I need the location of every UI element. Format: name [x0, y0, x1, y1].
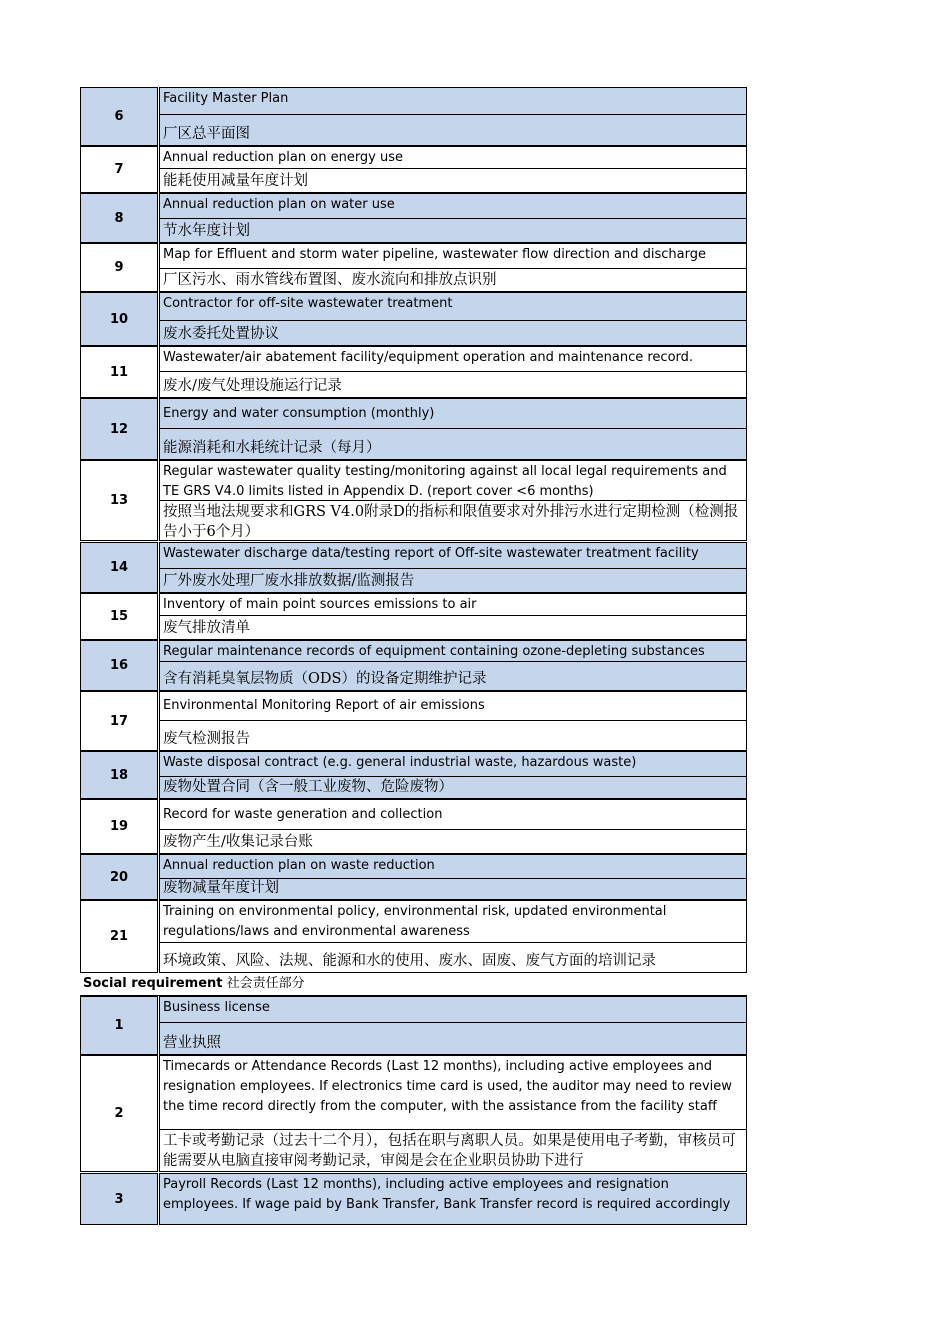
requirement-english: Contractor for off-site wastewater treatment: [159, 292, 747, 321]
requirement-chinese: 能耗使用减量年度计划: [159, 168, 747, 193]
requirement-chinese: 废物减量年度计划: [159, 878, 747, 900]
requirement-english: Annual reduction plan on waste reduction: [159, 854, 747, 879]
requirement-english: Annual reduction plan on energy use: [159, 146, 747, 169]
row-number: 1: [80, 996, 158, 1055]
requirement-chinese: 废物处置合同（含一般工业废物、危险废物）: [159, 776, 747, 799]
row-number: 9: [80, 243, 158, 292]
env-row-16: [80, 640, 747, 691]
requirement-chinese: 环境政策、风险、法规、能源和水的使用、废水、固废、废气方面的培训记录: [159, 942, 747, 973]
row-number: 19: [80, 799, 158, 854]
requirement-chinese: 废水/废气处理设施运行记录: [159, 371, 747, 398]
row-number: 18: [80, 751, 158, 799]
row-number: 15: [80, 593, 158, 640]
env-row-20: [80, 854, 747, 900]
row-number: 2: [80, 1055, 158, 1172]
requirement-chinese: 能源消耗和水耗统计记录（每月）: [159, 428, 747, 460]
row-number: 16: [80, 640, 158, 691]
requirement-chinese: 厂区污水、雨水管线布置图、废水流向和排放点识别: [159, 268, 747, 292]
requirement-chinese: 厂区总平面图: [159, 114, 747, 146]
row-number: 17: [80, 691, 158, 751]
row-number: 13: [80, 460, 158, 541]
env-row-10: [80, 292, 747, 346]
requirement-english: Wastewater/air abatement facility/equipment operation and maintenance record.: [159, 346, 747, 372]
requirement-chinese: 含有消耗臭氧层物质（ODS）的设备定期维护记录: [159, 661, 747, 691]
requirement-chinese: 营业执照: [159, 1022, 747, 1055]
env-row-14: [80, 542, 747, 593]
requirement-english: Wastewater discharge data/testing report of Off-site wastewater treatment facility: [159, 542, 747, 569]
section-title-cn: 社会责任部分: [222, 976, 305, 991]
requirement-chinese: 废气排放清单: [159, 615, 747, 640]
requirement-english: Regular maintenance records of equipment containing ozone-depleting substances: [159, 640, 747, 662]
requirement-chinese: 厂外废水处理厂废水排放数据/监测报告: [159, 568, 747, 593]
row-number: 11: [80, 346, 158, 398]
requirement-english: Energy and water consumption (monthly): [159, 398, 747, 429]
section-title-en: Social requirement: [83, 976, 223, 991]
env-row-11: [80, 346, 747, 398]
requirement-english: Regular wastewater quality testing/monitoring against all local legal requirements and TE GRS V4.0 limits listed in Appendix D. (report cover <6 months): [159, 460, 747, 501]
requirement-chinese: 废物产生/收集记录台账: [159, 829, 747, 854]
requirement-english: Timecards or Attendance Records (Last 12 months), including active employees and resignation employees. If electronics time card is used, the auditor may need to review the time record directly from the computer, with the assistance from the facility staff: [159, 1055, 747, 1130]
social-row-3: [80, 1173, 747, 1225]
requirement-english: Business license: [159, 996, 747, 1023]
requirement-english: Environmental Monitoring Report of air emissions: [159, 691, 747, 721]
env-row-12: [80, 398, 747, 460]
social-row-1: [80, 996, 747, 1055]
env-row-17: [80, 691, 747, 751]
requirement-english: Record for waste generation and collection: [159, 799, 747, 830]
row-number: 3: [80, 1173, 158, 1225]
requirement-chinese: 工卡或考勤记录（过去十二个月），包括在职与离职人员。如果是使用电子考勤，审核员可能需要从电脑直接审阅考勤记录，审阅是会在企业职员协助下进行: [159, 1129, 747, 1172]
env-row-13: [80, 460, 747, 541]
row-number: 8: [80, 193, 158, 243]
requirement-chinese: 废气检测报告: [159, 720, 747, 751]
env-row-7: [80, 146, 747, 193]
requirement-english: Training on environmental policy, environmental risk, updated environmental regulations/laws and environmental awareness: [159, 900, 747, 943]
row-number: 14: [80, 542, 158, 593]
env-row-15: [80, 593, 747, 640]
row-number: 10: [80, 292, 158, 346]
env-row-8: [80, 193, 747, 243]
row-number: 20: [80, 854, 158, 900]
requirement-english: Map for Effluent and storm water pipeline, wastewater flow direction and discharge: [159, 243, 747, 269]
social-row-2: [80, 1055, 747, 1172]
requirement-chinese: 废水委托处置协议: [159, 320, 747, 346]
row-number: 6: [80, 87, 158, 146]
env-row-6: [80, 87, 747, 146]
env-row-18: [80, 751, 747, 799]
requirement-english: Waste disposal contract (e.g. general industrial waste, hazardous waste): [159, 751, 747, 777]
requirement-english: Payroll Records (Last 12 months), including active employees and resignation employees. If wage paid by Bank Transfer, Bank Transfer record is required accordingly: [159, 1173, 747, 1225]
env-row-9: [80, 243, 747, 292]
requirement-english: Annual reduction plan on water use: [159, 193, 747, 219]
env-row-19: [80, 799, 747, 854]
social-requirement-header: [80, 971, 747, 996]
env-row-21: [80, 900, 747, 973]
requirement-chinese: 节水年度计划: [159, 218, 747, 243]
row-number: 12: [80, 398, 158, 460]
requirement-chinese: 按照当地法规要求和GRS V4.0附录D的指标和限值要求对外排污水进行定期检测（检测报告小于6个月）: [159, 500, 747, 541]
requirement-english: Facility Master Plan: [159, 87, 747, 115]
row-number: 21: [80, 900, 158, 973]
row-number: 7: [80, 146, 158, 193]
requirement-english: Inventory of main point sources emissions to air: [159, 593, 747, 616]
